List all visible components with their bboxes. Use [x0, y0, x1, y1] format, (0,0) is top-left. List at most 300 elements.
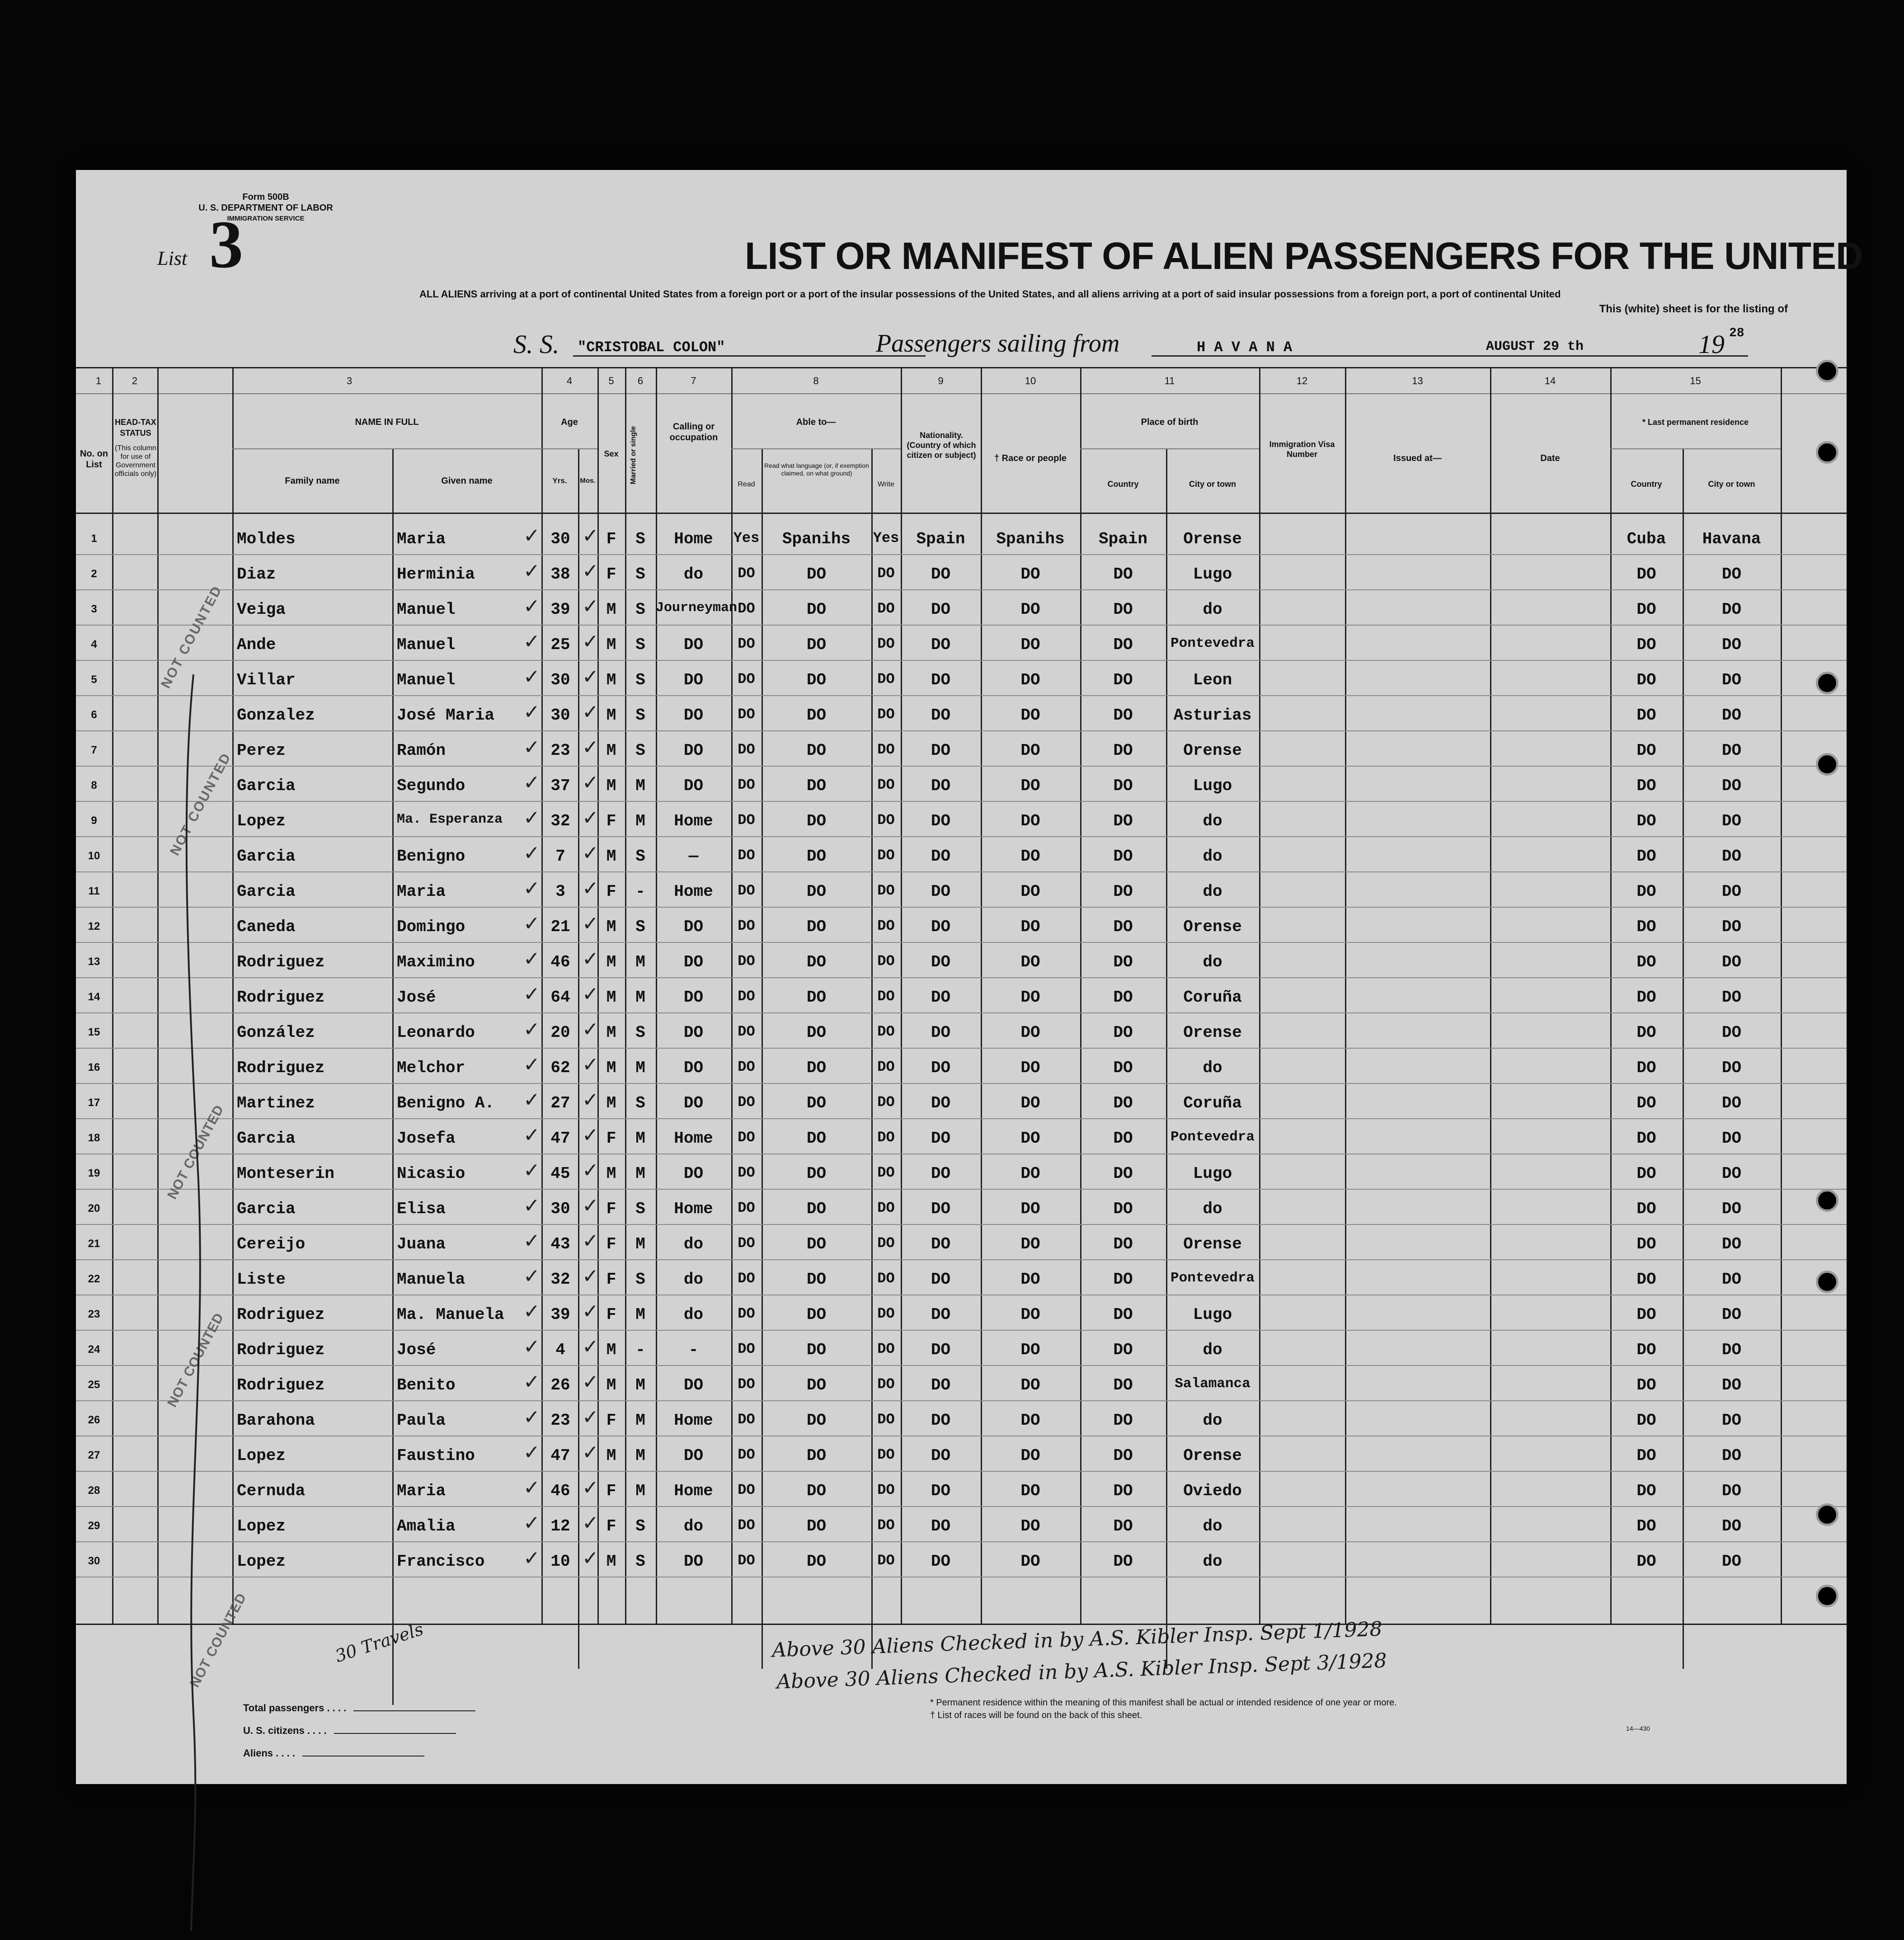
page-title: LIST OR MANIFEST OF ALIEN PASSENGERS FOR THE UNITED: [745, 235, 1863, 277]
check-mark-icon: ✓: [582, 912, 599, 935]
residence-city: DO: [1721, 918, 1742, 936]
birth-country: DO: [1113, 1200, 1133, 1218]
given-name: Amalia: [397, 1517, 456, 1535]
residence-country: DO: [1636, 600, 1656, 619]
occupation: —: [688, 847, 699, 866]
occupation: DO: [683, 1059, 704, 1077]
nationality: DO: [931, 988, 951, 1007]
nationality: DO: [931, 1094, 951, 1112]
row-divider: [76, 766, 1847, 767]
occupation: Home: [674, 1411, 713, 1430]
family-name: Martinez: [237, 1094, 315, 1112]
table-row: [76, 522, 1847, 557]
read-language: DO: [806, 1235, 827, 1253]
table-row: [76, 698, 1847, 733]
check-mark-icon: ✓: [582, 1124, 599, 1147]
check-mark-icon: ✓: [523, 912, 540, 935]
row-number: 24: [88, 1343, 100, 1356]
residence-country: DO: [1636, 812, 1656, 830]
table-row: [76, 1050, 1847, 1086]
marital-status: S: [635, 671, 645, 689]
row-number: 10: [88, 850, 100, 862]
residence-city: DO: [1721, 847, 1742, 866]
given-name: Manuel: [397, 671, 456, 689]
residence-city: DO: [1721, 1059, 1742, 1077]
residence-country: Cuba: [1627, 530, 1666, 548]
row-number: 20: [88, 1202, 100, 1215]
given-name: Benigno: [397, 847, 465, 866]
occupation: Home: [674, 882, 713, 901]
marital-status: S: [635, 918, 645, 936]
given-name: Ma. Manuela: [397, 1305, 504, 1324]
residence-city: DO: [1721, 953, 1742, 971]
residence-city: DO: [1721, 1376, 1742, 1394]
given-name: Leonardo: [397, 1023, 475, 1042]
marital-status: M: [635, 1129, 645, 1148]
birth-country: DO: [1113, 777, 1133, 795]
read-language: DO: [806, 1200, 827, 1218]
residence-city: Havana: [1702, 530, 1761, 548]
family-name: Lopez: [237, 1552, 286, 1571]
can-write: DO: [877, 1305, 895, 1322]
family-name: Rodriguez: [237, 1305, 325, 1324]
can-write: DO: [877, 1517, 895, 1534]
marital-status: M: [635, 953, 645, 971]
occupation: DO: [683, 988, 704, 1007]
birth-country: DO: [1113, 882, 1133, 901]
occupation: DO: [683, 741, 704, 760]
residence-country: DO: [1636, 1341, 1656, 1359]
col-num-11: 11: [1164, 375, 1175, 386]
row-number: 8: [91, 779, 97, 791]
occupation: DO: [683, 671, 704, 689]
birth-country: DO: [1113, 847, 1133, 866]
can-read: DO: [738, 1164, 755, 1181]
header-name-in-full: NAME IN FULL: [355, 417, 419, 427]
row-number: 5: [91, 673, 97, 686]
table-row: [76, 1086, 1847, 1121]
residence-city: DO: [1721, 882, 1742, 901]
binder-hole: [1816, 360, 1838, 382]
header-race: † Race or people: [994, 453, 1067, 463]
given-name: Segundo: [397, 777, 465, 795]
header-mos: Mos.: [580, 477, 596, 485]
header-date: Date: [1540, 453, 1560, 463]
race: DO: [1020, 1200, 1040, 1218]
sex: M: [606, 636, 616, 654]
occupation: Home: [674, 1200, 713, 1218]
row-number: 6: [91, 709, 97, 721]
can-write: DO: [877, 1376, 895, 1393]
can-write: DO: [877, 1094, 895, 1111]
birth-city: Salamanca: [1175, 1376, 1251, 1392]
birth-country: DO: [1113, 565, 1133, 584]
row-number: 12: [88, 920, 100, 932]
sex: F: [606, 565, 616, 584]
read-language: DO: [806, 988, 827, 1007]
row-divider: [76, 1541, 1847, 1542]
marital-status: -: [635, 1341, 645, 1359]
age-years: 27: [550, 1094, 570, 1112]
birth-country: DO: [1113, 953, 1133, 971]
age-years: 46: [550, 953, 570, 971]
col-num-8: 8: [813, 375, 819, 386]
age-years: 3: [555, 882, 565, 901]
race: DO: [1020, 1270, 1040, 1289]
total-passengers: Total passengers . . . .: [243, 1702, 475, 1714]
marital-status: S: [635, 741, 645, 760]
can-read: DO: [738, 953, 755, 970]
given-name: Juana: [397, 1235, 446, 1253]
nationality: DO: [931, 1270, 951, 1289]
check-mark-icon: ✓: [582, 1194, 599, 1217]
col-num-10: 10: [1025, 375, 1036, 386]
age-years: 30: [550, 1200, 570, 1218]
check-mark-icon: ✓: [523, 1053, 540, 1076]
check-mark-icon: ✓: [582, 665, 599, 688]
nationality: DO: [931, 918, 951, 936]
check-mark-icon: ✓: [523, 806, 540, 829]
sex: M: [606, 847, 616, 866]
marital-status: M: [635, 812, 645, 830]
total-passengers-label: Total passengers: [243, 1702, 324, 1714]
birth-city: do: [1203, 812, 1222, 830]
marital-status: M: [635, 1305, 645, 1324]
birth-city: Oviedo: [1183, 1482, 1242, 1500]
sex: M: [606, 918, 616, 936]
table-row: [76, 1509, 1847, 1544]
residence-country: DO: [1636, 953, 1656, 971]
col-num-6: 6: [637, 375, 644, 386]
marital-status: S: [635, 1023, 645, 1042]
marital-status: M: [635, 1411, 645, 1430]
occupation: do: [683, 1305, 704, 1324]
row-divider: [76, 836, 1847, 837]
row-number: 30: [88, 1555, 100, 1567]
can-read: DO: [738, 706, 755, 723]
check-mark-icon: ✓: [523, 1194, 540, 1217]
sex: F: [606, 1482, 616, 1500]
birth-city: do: [1203, 953, 1222, 971]
row-number: 11: [88, 885, 100, 897]
row-divider: [76, 660, 1847, 661]
residence-city: DO: [1721, 671, 1742, 689]
birth-city: Orense: [1183, 918, 1242, 936]
row-number: 21: [88, 1238, 100, 1250]
sailing-date: AUGUST 29 th: [1486, 339, 1584, 354]
service: IMMIGRATION SERVICE: [227, 215, 305, 222]
race: DO: [1020, 600, 1040, 619]
residence-country: DO: [1636, 1164, 1656, 1183]
row-divider: [76, 1400, 1847, 1401]
residence-city: DO: [1721, 565, 1742, 584]
header-place-of-birth: Place of birth: [1141, 417, 1199, 427]
read-language: DO: [806, 1094, 827, 1112]
birth-city: do: [1203, 1059, 1222, 1077]
table-row: [76, 1368, 1847, 1403]
check-mark-icon: ✓: [582, 701, 599, 724]
marital-status: M: [635, 1235, 645, 1253]
table-row: [76, 1544, 1847, 1579]
can-read: DO: [738, 671, 755, 687]
read-language: DO: [806, 1446, 827, 1465]
race: DO: [1020, 953, 1040, 971]
read-language: DO: [806, 1376, 827, 1394]
birth-country: DO: [1113, 918, 1133, 936]
birth-country: DO: [1113, 600, 1133, 619]
row-divider: [76, 1506, 1847, 1507]
residence-city: DO: [1721, 1235, 1742, 1253]
age-years: 4: [555, 1341, 565, 1359]
read-language: DO: [806, 812, 827, 830]
race: DO: [1020, 671, 1040, 689]
birth-city: Lugo: [1193, 1164, 1232, 1183]
header-birth-country: Country: [1107, 480, 1139, 489]
residence-country: DO: [1636, 882, 1656, 901]
nationality: DO: [931, 741, 951, 760]
age-years: 20: [550, 1023, 570, 1042]
header-calling: Calling or occupation: [669, 422, 718, 443]
footnote-code: 14—430: [1626, 1725, 1650, 1732]
row-divider: [76, 1259, 1847, 1260]
header-res-country: Country: [1631, 480, 1662, 489]
can-write: DO: [877, 636, 895, 652]
race: DO: [1020, 812, 1040, 830]
read-language: DO: [806, 1129, 827, 1148]
pencil-bracket: [166, 674, 221, 1940]
residence-country: DO: [1636, 1411, 1656, 1430]
birth-country: DO: [1113, 1482, 1133, 1500]
occupation: DO: [683, 918, 704, 936]
residence-country: DO: [1636, 1446, 1656, 1465]
age-years: 30: [550, 530, 570, 548]
birth-country: DO: [1113, 1305, 1133, 1324]
col-num-15: 15: [1690, 375, 1701, 386]
check-mark-icon: ✓: [582, 1229, 599, 1253]
read-language: DO: [806, 1482, 827, 1500]
ship-name: "CRISTOBAL COLON": [578, 339, 725, 356]
residence-city: DO: [1721, 988, 1742, 1007]
can-write: DO: [877, 671, 895, 687]
birth-country: DO: [1113, 1023, 1133, 1042]
read-language: Spanihs: [782, 530, 851, 548]
residence-country: DO: [1636, 1482, 1656, 1500]
residence-city: DO: [1721, 706, 1742, 725]
check-mark-icon: ✓: [523, 1370, 540, 1394]
header-head-tax: HEAD-TAX STATUS: [115, 418, 156, 438]
given-name: Maria: [397, 882, 446, 901]
given-name: Benito: [397, 1376, 456, 1394]
occupation: Journeyman: [656, 600, 738, 616]
check-mark-icon: ✓: [523, 1512, 540, 1535]
row-number: 29: [88, 1520, 100, 1532]
check-mark-icon: ✓: [523, 736, 540, 759]
row-divider: [76, 554, 1847, 555]
family-name: Diaz: [237, 565, 276, 584]
can-write: DO: [877, 1235, 895, 1252]
race: DO: [1020, 1059, 1040, 1077]
check-mark-icon: ✓: [523, 983, 540, 1006]
age-years: 21: [550, 918, 570, 936]
read-language: DO: [806, 918, 827, 936]
nationality: DO: [931, 636, 951, 654]
handwritten-note-1: Above 30 Aliens Checked in by A.S. Kibler Insp. Sept 1/1928: [771, 1617, 1383, 1662]
given-name: José Maria: [397, 706, 495, 725]
read-language: DO: [806, 1270, 827, 1289]
check-mark-icon: ✓: [582, 947, 599, 970]
sex: M: [606, 706, 616, 725]
nationality: DO: [931, 1164, 951, 1183]
marital-status: M: [635, 988, 645, 1007]
can-read: DO: [738, 882, 755, 899]
family-name: Garcia: [237, 847, 296, 866]
age-years: 62: [550, 1059, 570, 1077]
year: 28: [1729, 326, 1744, 340]
birth-city: Orense: [1183, 741, 1242, 760]
row-divider: [76, 695, 1847, 696]
family-name: Lopez: [237, 812, 286, 830]
sex: M: [606, 1164, 616, 1183]
age-years: 32: [550, 812, 570, 830]
table-row: [76, 839, 1847, 874]
table-row: [76, 663, 1847, 698]
col-num-13: 13: [1412, 375, 1423, 386]
sex: M: [606, 777, 616, 795]
row-divider: [76, 730, 1847, 731]
check-mark-icon: ✓: [582, 1159, 599, 1182]
can-read: DO: [738, 1270, 755, 1287]
family-name: Garcia: [237, 1129, 296, 1148]
birth-city: do: [1203, 600, 1222, 619]
race: DO: [1020, 918, 1040, 936]
check-mark-icon: ✓: [523, 1159, 540, 1182]
residence-country: DO: [1636, 1270, 1656, 1289]
read-language: DO: [806, 882, 827, 901]
header-visa: Immigration Visa Number: [1269, 440, 1335, 459]
nationality: Spain: [916, 530, 965, 548]
nationality: DO: [931, 1200, 951, 1218]
can-read: DO: [738, 777, 755, 793]
can-write: DO: [877, 1341, 895, 1357]
check-mark-icon: ✓: [523, 1018, 540, 1041]
table-row: [76, 1191, 1847, 1227]
residence-city: DO: [1721, 1552, 1742, 1571]
family-name: Garcia: [237, 777, 296, 795]
race: DO: [1020, 988, 1040, 1007]
check-mark-icon: ✓: [582, 771, 599, 794]
birth-country: DO: [1113, 671, 1133, 689]
header-able-to: Able to—: [796, 417, 836, 427]
birth-city: Pontevedra: [1170, 636, 1255, 651]
residence-city: DO: [1721, 1023, 1742, 1042]
birth-city: Orense: [1183, 1023, 1242, 1042]
can-read: DO: [738, 636, 755, 652]
check-mark-icon: ✓: [582, 806, 599, 829]
row-number: 1: [91, 532, 97, 545]
year-prefix: 19: [1698, 330, 1725, 359]
race: DO: [1020, 1517, 1040, 1535]
residence-country: DO: [1636, 1094, 1656, 1112]
binder-hole: [1816, 672, 1838, 694]
sex: F: [606, 1235, 616, 1253]
check-mark-icon: ✓: [582, 630, 599, 653]
race: DO: [1020, 1411, 1040, 1430]
department: U. S. DEPARTMENT OF LABOR: [198, 203, 333, 213]
sex: M: [606, 1094, 616, 1112]
race: DO: [1020, 636, 1040, 654]
sex: M: [606, 1376, 616, 1394]
age-years: 37: [550, 777, 570, 795]
check-mark-icon: ✓: [523, 947, 540, 970]
sailing-port: H A V A N A: [1197, 339, 1293, 356]
header-read-language: Read what language (or, if exemption claimed, on what ground): [764, 462, 869, 477]
given-name: Ramón: [397, 741, 446, 760]
family-name: Garcia: [237, 1200, 296, 1218]
sex: M: [606, 1552, 616, 1571]
binder-hole: [1816, 1585, 1838, 1607]
col-num-12: 12: [1296, 375, 1308, 386]
not-counted-stamp: NOT COUNTED: [167, 750, 235, 858]
col-num-2: 2: [132, 375, 138, 386]
nationality: DO: [931, 953, 951, 971]
sex: F: [606, 1517, 616, 1535]
can-read: DO: [738, 1094, 755, 1111]
nationality: DO: [931, 671, 951, 689]
row-divider: [76, 801, 1847, 802]
not-counted-stamp: NOT COUNTED: [158, 583, 226, 691]
age-years: 25: [550, 636, 570, 654]
occupation: DO: [683, 636, 704, 654]
family-name: Lopez: [237, 1517, 286, 1535]
read-language: DO: [806, 1305, 827, 1324]
marital-status: S: [635, 847, 645, 866]
birth-city: do: [1203, 1341, 1222, 1359]
header-family-name: Family name: [285, 476, 340, 486]
birth-city: do: [1203, 882, 1222, 901]
col-num-4: 4: [566, 375, 573, 386]
header-last-residence: * Last permanent residence: [1642, 418, 1749, 427]
given-name: Nicasio: [397, 1164, 465, 1183]
aliens-label: Aliens: [243, 1747, 273, 1759]
check-mark-icon: ✓: [523, 877, 540, 900]
table-row: [76, 1121, 1847, 1156]
check-mark-icon: ✓: [582, 524, 599, 547]
row-number: 25: [88, 1379, 100, 1391]
binder-hole: [1816, 1271, 1838, 1293]
check-mark-icon: ✓: [523, 1088, 540, 1111]
residence-country: DO: [1636, 1517, 1656, 1535]
row-number: 7: [91, 744, 97, 756]
row-number: 2: [91, 568, 97, 580]
family-name: González: [237, 1023, 315, 1042]
can-read: Yes: [733, 530, 760, 546]
residence-city: DO: [1721, 1517, 1742, 1535]
nationality: DO: [931, 600, 951, 619]
subtitle-line-1: ALL ALIENS arriving at a port of continental United States from a foreign port or a port of the insular possessions of the United States, and all aliens arriving at a port of said insular possessions from a foreign port, a port of continental United: [419, 288, 1561, 300]
check-mark-icon: ✓: [523, 1335, 540, 1358]
nationality: DO: [931, 1482, 951, 1500]
birth-country: DO: [1113, 1129, 1133, 1148]
occupation: DO: [683, 1552, 704, 1571]
residence-country: DO: [1636, 671, 1656, 689]
marital-status: S: [635, 636, 645, 654]
footnote-residence: * Permanent residence within the meaning of this manifest shall be actual or intended residence of one year or more.: [930, 1698, 1397, 1708]
birth-country: DO: [1113, 706, 1133, 725]
col-num-5: 5: [608, 375, 614, 386]
can-write: Yes: [873, 530, 899, 546]
birth-country: DO: [1113, 1059, 1133, 1077]
residence-country: DO: [1636, 636, 1656, 654]
